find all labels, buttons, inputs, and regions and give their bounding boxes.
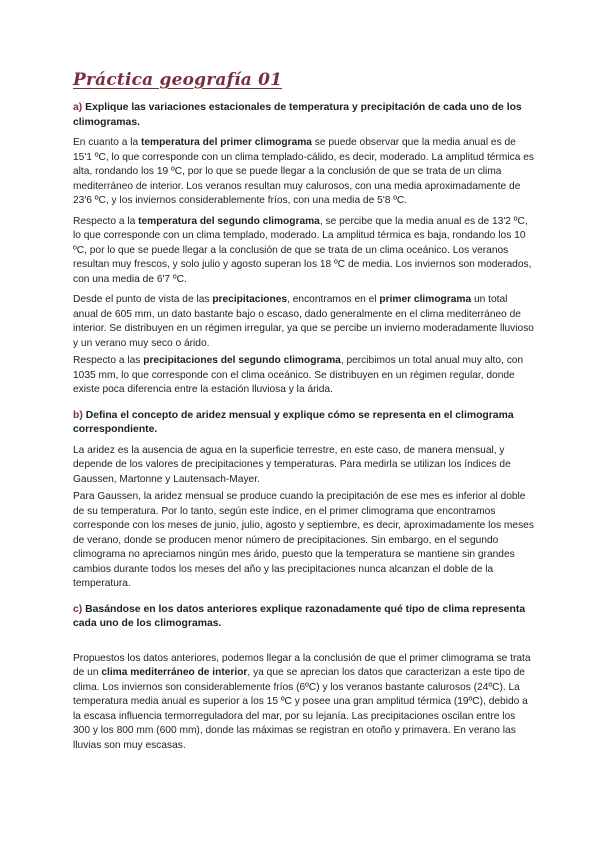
text-run: Respecto a las bbox=[73, 355, 144, 366]
document-body bbox=[73, 70, 535, 756]
question-b bbox=[73, 409, 535, 438]
question-b-label: b) bbox=[73, 409, 83, 421]
bold-run: clima mediterráneo de interior bbox=[101, 667, 248, 678]
bold-run: precipitaciones del segundo climograma bbox=[143, 355, 341, 366]
spacer bbox=[73, 595, 535, 603]
text-run: un total anual de 605 mm, un dato bastante bajo o escaso, dado generalmente en el clima mediterráneo de interior. Se distribuyen en un régimen irregular, ya que se percibe un invierno moderadamente lluvioso y un verano muy seco o árido. bbox=[73, 294, 534, 349]
spacer bbox=[73, 638, 535, 652]
question-c bbox=[73, 603, 535, 632]
answer-a-paragraph-1 bbox=[73, 136, 535, 209]
bold-run: primer climograma bbox=[379, 294, 472, 305]
text-run: Respecto a la bbox=[73, 215, 139, 227]
text-run: Propuestos los datos anteriores, podemos llegar a la conclusión de que el primer climograma se trata de un bbox=[73, 652, 531, 678]
text-run: , encontramos en el bbox=[287, 294, 380, 305]
answer-a-paragraph-3 bbox=[73, 293, 535, 351]
question-b-text: Defina el concepto de aridez mensual y explique cómo se representa en el climograma correspondiente. bbox=[73, 409, 514, 435]
answer-c-paragraph-1 bbox=[73, 652, 535, 754]
answer-b-paragraph-1: La aridez es la ausencia de agua en la superficie terrestre, en este caso, de manera mensual, y depende de los valores de precipitaciones y temperaturas. Para medirla se utilizan los índices de Gaussen, Martonne y Lautensach-Mayer. bbox=[73, 444, 511, 485]
text-run: se puede observar que la media anual es de 15'1 ºC, lo que corresponde con un clima templado-cálido, es decir, moderado. La amplitud térmica es alta, rondando los 19 ºC, por lo que se puede llegar a la conclusión de que se trata de un clima mediterráneo de interior. Los veranos resultan muy calurosos, con una media aproximadamente de 23'6 ºC, y los inviernos considerablemente fríos, con una media de 5'8 ºC. bbox=[73, 137, 534, 206]
text-run: Desde el punto de vista de las bbox=[73, 294, 213, 305]
answer-a-paragraph-2 bbox=[73, 215, 535, 288]
question-a bbox=[73, 101, 535, 130]
text-run: , percibimos un total anual muy alto, con 1035 mm, lo que corresponde con el clima oceánico. Se distribuyen en un régimen regular, donde existe poca diferencia entre la estación lluviosa y la árida. bbox=[73, 355, 524, 395]
question-a-text: Explique las variaciones estacionales de temperatura y precipitación de cada uno de los climogramas. bbox=[73, 102, 522, 128]
spacer bbox=[73, 401, 535, 409]
answer-b-paragraph-2: Para Gaussen, la aridez mensual se produce cuando la precipitación de ese mes es inferior al doble de su temperatura. Por lo tanto, según este índice, en el primer climograma que encontramos corresponde con los meses de junio, julio, agosto y septiembre, es decir, aproximadamente los meses de verano, donde se producen menor número de precipitaciones. Sin embargo, en el segundo climograma no apreciamos ningún mes árido, puesto que la temperatura se mantiene sin grandes cambios durante todos los meses del año y las precipitaciones nunca alcanzan el doble de la temperatura. bbox=[73, 491, 534, 589]
text-run: , se percibe que la media anual es de 13'2 ºC, lo que corresponde con un clima templado, moderado. La amplitud térmica es baja, rondando los 10 ºC, por lo que se puede llegar a la conclusión de que se trata de un clima oceánico. Los veranos resultan muy frescos, y solo julio y agosto superan los 18 ºC de media. Los inviernos son moderados, con una media de 6'7 ºC. bbox=[73, 215, 532, 285]
question-c-text: Basándose en los datos anteriores explique razonadamente qué tipo de clima representa cada uno de los climogramas. bbox=[73, 603, 526, 629]
text-run: , ya que se aprecian los datos que caracterizan a este tipo de clima. Los inviernos son considerablemente fríos (6ºC) y los veranos bastante calurosos (24ºC). La temperatura media anual es superior a los 15 ºC y posee una gran amplitud térmica (19ºC), debido a la escasa influencia termorreguladora del mar, por su lejanía. Las precipitaciones oscilan entre los 300 y los 800 mm (600 mm), donde las máximas se registran en otoño y primavera. En verano las lluvias son muy escasas. bbox=[73, 667, 528, 751]
question-a-label: a) bbox=[73, 102, 83, 113]
bold-run: temperatura del primer climograma bbox=[140, 137, 312, 148]
bold-run: temperatura del segundo climograma bbox=[138, 215, 320, 227]
bold-run: precipitaciones bbox=[212, 294, 288, 305]
question-c-label: c) bbox=[73, 603, 83, 615]
text-run: En cuanto a la bbox=[73, 137, 141, 148]
answer-a-paragraph-4 bbox=[73, 354, 535, 398]
page-title: Práctica geografía 01 bbox=[73, 70, 283, 90]
